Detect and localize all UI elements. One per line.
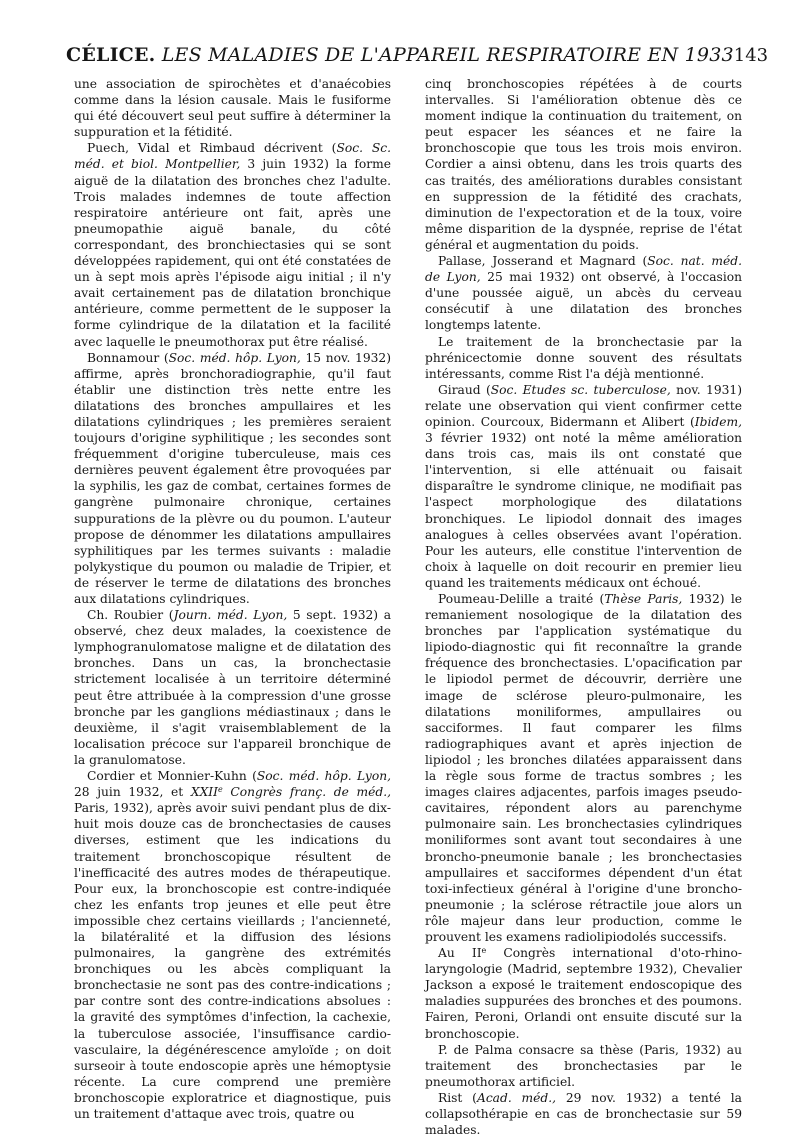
left-column [74, 76, 391, 1126]
paragraph-text: Bonnamour ( [87, 350, 169, 365]
paragraph-text: nov. 1931) relate une observation qui vient confirmer cette opinion. Courcoux, Bidermann et Alibert ( [425, 382, 742, 429]
paragraph-text: Le traitement de la bronchectasie par la phrénicectomie donne souvent des résultats intéressants, comme Rist l'a déjà mentionné. [425, 334, 742, 381]
paragraph [74, 768, 391, 1122]
paragraph-text: 28 juin 1932, et [74, 785, 191, 800]
citation-source: Acad. méd., [476, 1090, 557, 1105]
page-number: 143 [733, 45, 769, 66]
paragraph-text: Ch. Roubier ( [87, 608, 174, 623]
paragraph-text: Rist ( [438, 1090, 477, 1105]
paragraph [425, 591, 742, 945]
paragraph-text: Paris, 1932), après avoir suivi pendant plus de dix-huit mois douze cas de bronchectasies de causes diverses, estiment que les indications du traitement bronchoscopique résultent de l'inefficacité des autres modes de thérapeutique. Pour eux, la bronchoscopie est contre-indiquée chez les enfants trop jeunes et elle peut être impossible chez certains vieillards ; l'ancienneté, la bilatéralité et la diffusion des lésions pulmonaires, la gangrène des extrémités bronchiques ou les abcès compliquant la bronchectasie ne sont pas des contre-indications ; par contre sont des contre-indications absolues : la gravité des symptômes d'infection, la cachexie, la tuberculose associée, l'insuffisance cardio-vasculaire, la dégénérescence amyloïde ; on doit surseoir à toute endoscopie après une hémoptysie récente. La cure comprend une première bronchoscopie exploratrice et diagnostique, puis un traitement d'attaque avec trois, quatre ou [74, 801, 391, 1121]
paragraph [74, 607, 391, 768]
paragraph [425, 334, 742, 382]
paragraph-text: Poumeau-Delille a traité ( [438, 592, 605, 606]
paragraph-text: 29 nov. 1932) a tenté la collapsothérapie en cas de bronchectasie sur 59 malades. [425, 1090, 742, 1138]
superscript: e [481, 946, 487, 956]
paragraph-text: une association de spirochètes et d'anaécobies comme dans la lésion causale. Mais le fusiforme qui été découvert seul peut suffire à déterminer la suppuration et la fétidité. [74, 77, 391, 140]
paragraph-text: 15 nov. 1932) affirme, après bronchoradiographie, qu'il faut établir une distinction très nette entre les dilatations des bronches ampullaires et les dilatations cylindriques ; les premières seraient toujours d'origine syphilitique ; les secondes sont fréquemment d'origine tuberculeuse, mais ces dernières peuvent également être provoquées par la syphilis, les gaz de combat, certaines formes de gangrène pulmonaire chronique, certaines suppurations de la plèvre ou du poumon. L'auteur propose de dénommer les dilatations ampullaires syphilitiques par les termes suivants : maladie polykystique du poumon ou maladie de Tripier, et de réserver le terme de dilatations des bronches aux dilatations cylindriques. [74, 350, 391, 606]
paragraph-text: Giraud ( [438, 382, 491, 397]
paragraph-text: Puech, Vidal et Rimbaud décrivent ( [87, 141, 337, 156]
paragraph-text: 5 sept. 1932) a observé, chez deux malades, la coexistence de lymphogranulomatose maligne et de dilatation des bronches. Dans un cas, la bronchectasie strictement localisée à un territoire déterminé peut être attribuée à la compression d'une grosse bronche par les ganglions médiastinaux ; dans le deuxième, il s'agit vraisemblablement de la localisation précoce sur l'appareil bronchique de la granulomatose. [74, 608, 392, 767]
text-columns [74, 76, 743, 1138]
paragraph-text: Congrès international d'oto-rhino-laryngologie (Madrid, septembre 1932), Chevalier Jackson a exposé le traitement endoscopique des maladies suppurées des bronches et des poumons. Fairen, Peroni, Orlandi ont ensuite discuté sur la bronchoscopie. [425, 946, 742, 1041]
citation-source: Soc. Sc. méd. et biol. Montpellier, [74, 141, 392, 172]
superscript: e [217, 785, 223, 795]
paragraph [425, 1042, 742, 1090]
paragraph-text: Pallase, Josserand et Magnard ( [438, 254, 648, 269]
citation-source: Soc. nat. méd. de Lyon, [425, 254, 743, 285]
paragraph [425, 76, 742, 253]
paragraph-text: 25 mai 1932) ont observé, à l'occasion d'une poussée aiguë, un abcès du cerveau consécutif à une dilatation des bronches longtemps latente. [425, 270, 742, 333]
citation-source: Soc. Etudes sc. tuberculose, [490, 382, 671, 397]
paragraph-text: 1932) le remaniement nosologique de la dilatation des bronches par l'application systématique du lipiodo-diagnostic qui fit reconnaître la grande fréquence des bronchectasies. L'opacification par le lipiodol permet de découvrir, derrière une image de sclérose pleuro-pulmonaire, les dilatations moniliformes, ampullaires ou sacciformes. Il faut comparer les films radiographiques avant et après injection de lipiodol ; les bronches dilatées apparaissent dans la règle sous forme de tractus sombres ; les images claires adjacentes, parfois images pseudo-cavitaires, répondent alors au parenchyme pulmonaire sain. Les bronchectasies cylindriques moniliformes sont avant tout secondaires à une broncho-pneumonie banale ; les bronchectasies ampullaires et sacciformes dépendent d'un état toxi-infectieux général à l'origine d'une broncho-pneumonie ; la sclérose rétractile joue alors un rôle majeur dans leur production, comme le prouvent les examens radiolipiodolés successifs. [425, 592, 742, 944]
paragraph-text: Au II [438, 946, 482, 961]
running-head-title: LES MALADIES DE L'APPAREIL RESPIRATOIRE EN 1933 [161, 44, 734, 66]
paragraph-text: 3 février 1932) ont noté la même amélioration dans trois cas, mais ils ont constaté que l'intervention, si elle atténuait ou faisait disparaître le syndrome clinique, ne modifiait pas l'aspect morphologique des dilatations bronchiques. Le lipiodol donnait des images analogues à celles observées avant l'opération. Pour les auteurs, elle constitue l'intervention de choix à laquelle on doit recourir en premier lieu quand les traitements médicaux ont échoué. [425, 431, 742, 590]
paragraph [74, 140, 391, 349]
paragraph-text: P. de Palma consacre sa thèse (Paris, 1932) au traitement des bronchectasies par le pneumothorax artificiel. [425, 1042, 742, 1089]
paragraph [425, 253, 742, 333]
running-title [66, 44, 734, 66]
paragraph-text: cinq bronchoscopies répétées à de courts intervalles. Si l'amélioration obtenue dès ce moment indique la continuation du traitement, on peut espacer les séances et ne faire la bronchoscopie que tous les trois mois environ. Cordier a ainsi obtenu, dans les trois quarts des cas traités, des améliorations durables consistant en suppression de la fétidité des crachats, diminution de l'expectoration et de la toux, voire même disparition de la dyspnée, reprise de l'état général et augmentation du poids. [425, 77, 742, 252]
citation-source: Journ. méd. Lyon, [173, 608, 288, 623]
citation-source: Congrès franç. de méd., [222, 785, 392, 800]
paragraph [425, 945, 742, 1042]
paragraph [74, 350, 391, 608]
running-head-author: CÉLICE. [66, 44, 156, 66]
paragraph-text: 3 juin 1932) la forme aiguë de la dilatation des bronches chez l'adulte. Trois malades indemnes de toute affection respiratoire antérieure ont fait, après une pneumopathie aiguë banale, du côté correspondant, des bronchiectasies qui se sont développées rapidement, qui ont été constatées de un à sept mois après l'épisode aigu initial ; il n'y avait certainement pas de dilatation bronchique antérieure, comme permettent de le supposer la forme cylindrique de la dilatation et la facilité avec laquelle le pneumothorax put être réalisé. [74, 157, 391, 349]
paragraph [74, 76, 391, 140]
citation-source: Soc. méd. hôp. Lyon, [168, 350, 301, 365]
paragraph-text: Cordier et Monnier-Kuhn ( [87, 769, 257, 784]
paragraph [425, 382, 742, 591]
paragraph [425, 1090, 742, 1138]
right-column [425, 76, 743, 1138]
citation-source: Ibidem, [694, 414, 742, 429]
citation-source: XXII [190, 785, 218, 800]
citation-source: Soc. méd. hôp. Lyon, [256, 769, 391, 784]
citation-source: Thèse Paris, [604, 592, 683, 606]
running-head [66, 44, 769, 66]
